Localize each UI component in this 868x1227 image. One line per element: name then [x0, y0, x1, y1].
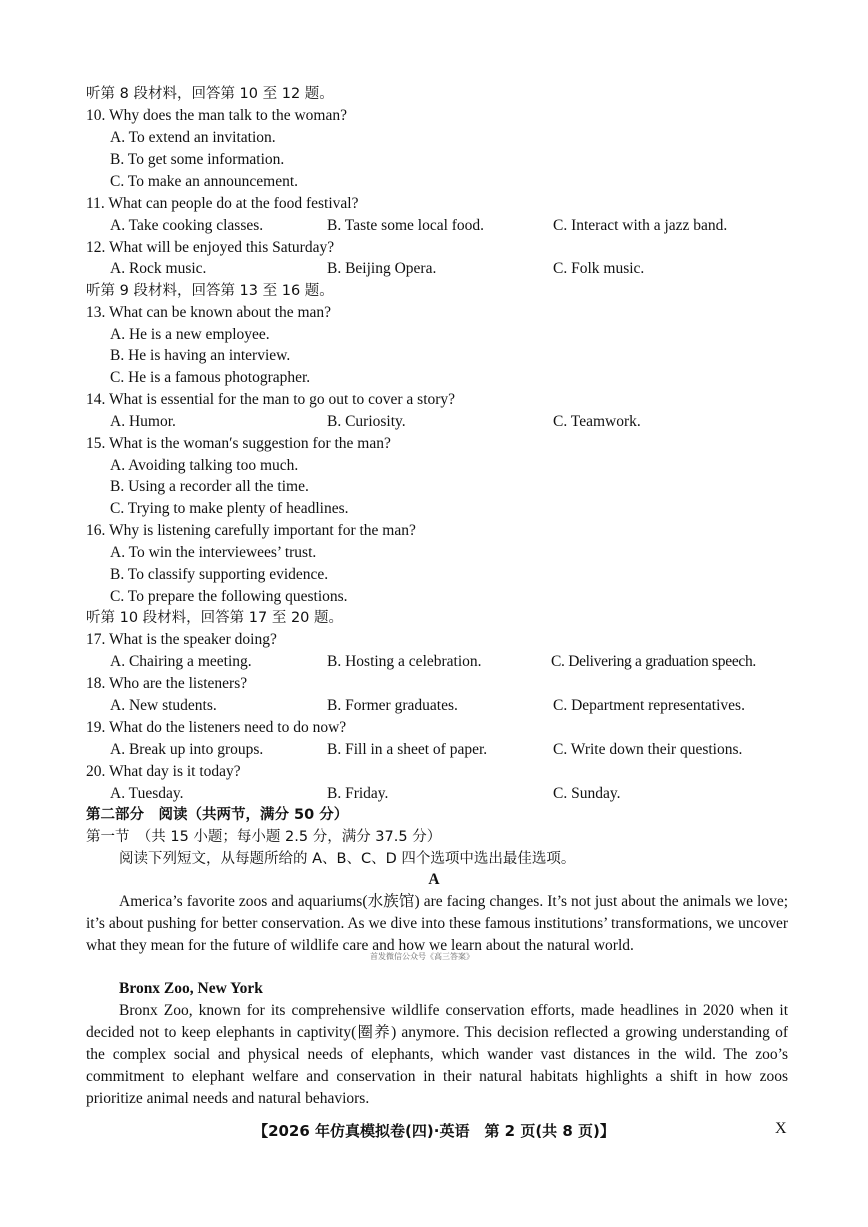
watermark-text: 首发微信公众号《高三答案》 — [370, 952, 474, 961]
q20-option-b: B. Friday. — [327, 785, 389, 802]
q11-option-a: A. Take cooking classes. — [110, 217, 264, 234]
q18-option-c: C. Department representatives. — [553, 697, 745, 714]
question-13: 13. What can be known about the man? — [86, 304, 332, 321]
q20-option-a: A. Tuesday. — [110, 785, 184, 802]
question-18: 18. Who are the listeners? — [86, 675, 248, 692]
section9-heading: 听第 9 段材料，回答第 13 至 16 题。 — [86, 283, 334, 299]
q10-option-a: A. To extend an invitation. — [110, 129, 276, 146]
q10-option-c: C. To make an announcement. — [110, 173, 299, 190]
passage-subheading: Bronx Zoo, New York — [119, 980, 263, 997]
q15-option-b: B. Using a recorder all the time. — [110, 478, 309, 495]
q18-option-a: A. New students. — [110, 697, 217, 714]
question-10: 10. Why does the man talk to the woman? — [86, 107, 348, 124]
q17-option-c: C. Delivering a graduation speech. — [551, 653, 757, 670]
q20-option-c: C. Sunday. — [553, 785, 621, 802]
q13-option-b: B. He is having an interview. — [110, 347, 291, 364]
q12-option-c: C. Folk music. — [553, 260, 645, 277]
q12-option-a: A. Rock music. — [110, 260, 207, 277]
question-11: 11. What can people do at the food festival? — [86, 195, 359, 212]
q19-option-b: B. Fill in a sheet of paper. — [327, 741, 488, 758]
q13-option-a: A. He is a new employee. — [110, 326, 270, 343]
q14-option-b: B. Curiosity. — [327, 413, 406, 430]
passage-paragraph-1: America’s favorite zoos and aquariums(水族馆) are facing changes. It’s not just about the animals we love; it’s about pushing for better conservation. As we dive into these famous institutions’ transformations, we uncover what they mean for the future of wildlife care and how we learn about the natural world. — [86, 893, 788, 954]
q16-option-b: B. To classify supporting evidence. — [110, 566, 329, 583]
passage-label: A — [428, 871, 440, 888]
q17-option-a: A. Chairing a meeting. — [110, 653, 252, 670]
question-17: 17. What is the speaker doing? — [86, 631, 277, 648]
q11-option-c: C. Interact with a jazz band. — [553, 217, 728, 234]
q18-option-b: B. Former graduates. — [327, 697, 458, 714]
question-16: 16. Why is listening carefully important for the man? — [86, 522, 416, 539]
q19-option-a: A. Break up into groups. — [110, 741, 264, 758]
q11-option-b: B. Taste some local food. — [327, 217, 485, 234]
question-20: 20. What day is it today? — [86, 763, 241, 780]
footer-mark: X — [775, 1120, 787, 1137]
q16-option-c: C. To prepare the following questions. — [110, 588, 348, 605]
section10-heading: 听第 10 段材料，回答第 17 至 20 题。 — [86, 610, 344, 626]
part2-title: 第二部分 阅读（共两节，满分 50 分） — [86, 807, 349, 823]
passage-paragraph-2: Bronx Zoo, known for its comprehensive wildlife conservation efforts, made headlines in 2020 when it decided not to keep elephants in captivity(圈养) anymore. This decision reflected a growing understanding of the complex social and physical needs of elephants, which wander vast distances in the wild. The zoo’s commitment to elephant welfare and conservation in their natural habitats highlights a shift in how zoos prioritize animal needs and natural behaviors. — [86, 1002, 788, 1107]
question-14: 14. What is essential for the man to go out to cover a story? — [86, 391, 456, 408]
page-footer: 【2026 年仿真模拟卷(四)·英语 第 2 页(共 8 页)】 — [253, 1122, 615, 1140]
section8-heading: 听第 8 段材料，回答第 10 至 12 题。 — [86, 86, 334, 102]
q19-option-c: C. Write down their questions. — [553, 741, 743, 758]
q16-option-a: A. To win the interviewees’ trust. — [110, 544, 317, 561]
q14-option-a: A. Humor. — [110, 413, 176, 430]
q12-option-b: B. Beijing Opera. — [327, 260, 437, 277]
q15-option-a: A. Avoiding talking too much. — [110, 457, 299, 474]
q17-option-b: B. Hosting a celebration. — [327, 653, 482, 670]
q14-option-c: C. Teamwork. — [553, 413, 641, 430]
question-12: 12. What will be enjoyed this Saturday? — [86, 239, 335, 256]
q13-option-c: C. He is a famous photographer. — [110, 369, 311, 386]
q10-option-b: B. To get some information. — [110, 151, 285, 168]
part2-section1-info: 第一节 （共 15 小题；每小题 2.5 分，满分 37.5 分） — [86, 829, 442, 845]
question-19: 19. What do the listeners need to do now? — [86, 719, 347, 736]
question-15: 15. What is the woman′s suggestion for the man? — [86, 435, 391, 452]
q15-option-c: C. Trying to make plenty of headlines. — [110, 500, 349, 517]
reading-instruction: 阅读下列短文，从每题所给的 A、B、C、D 四个选项中选出最佳选项。 — [119, 851, 576, 867]
